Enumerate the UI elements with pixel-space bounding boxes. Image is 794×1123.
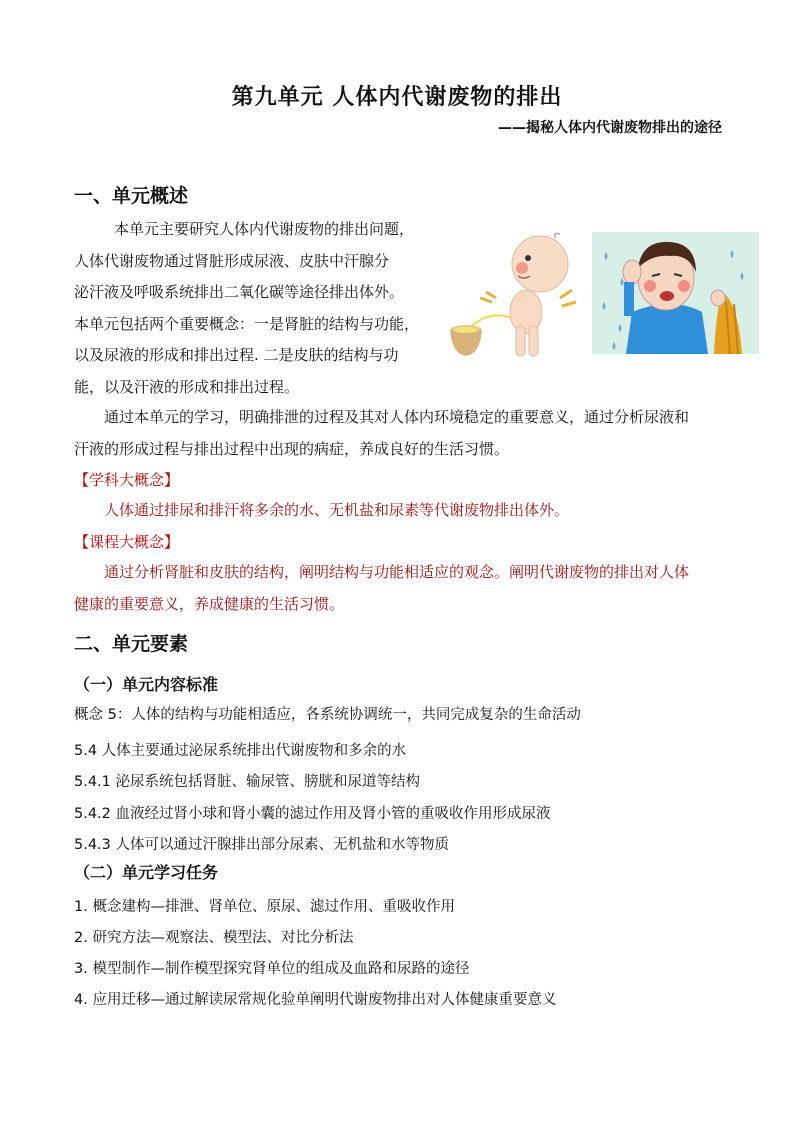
course-concept-line: 通过分析肾脏和皮肤的结构，阐明结构与功能相适应的观念。阐明代谢废物的排出对人体 bbox=[104, 563, 690, 581]
content-standard-item: 5.4.1 泌尿系统包括肾脏、输尿管、膀胱和尿道等结构 bbox=[74, 774, 421, 790]
content-standard-item: 概念 5：人体的结构与功能相适应，各系统协调统一，共同完成复杂的生命活动 bbox=[74, 707, 581, 723]
learning-task-item: 2. 研究方法—观察法、模型法、对比分析法 bbox=[74, 930, 354, 946]
subject-concept-text-block bbox=[74, 495, 569, 527]
subsection-heading-learning-tasks: （二）单元学习任务 bbox=[74, 863, 219, 882]
content-standard-item: 5.4 人体主要通过泌尿系统排出代谢废物和多余的水 bbox=[74, 743, 407, 759]
page-title: 第九单元 人体内代谢废物的排出 bbox=[231, 85, 563, 110]
intro-line: 本单元包括两个重要概念：一是肾脏的结构与功能， bbox=[74, 314, 420, 333]
section-heading-overview: 一、单元概述 bbox=[74, 185, 189, 207]
content-standard-item: 5.4.3 人体可以通过汗腺排出部分尿素、无机盐和水等物质 bbox=[74, 837, 450, 853]
learning-task-item: 3. 模型制作—制作模型探究肾单位的组成及血路和尿路的途径 bbox=[74, 961, 470, 977]
intro-line: 本单元主要研究人体内代谢废物的排出问题， bbox=[114, 220, 415, 238]
intro-line: 能，以及汗液的形成和排出过程。 bbox=[74, 377, 300, 396]
intro-line: 人体代谢废物通过肾脏形成尿液、皮肤中汗腺分 bbox=[74, 251, 390, 270]
page-subtitle: ——揭秘人体内代谢废物排出的途径 bbox=[498, 120, 722, 136]
study-purpose-paragraph bbox=[74, 402, 689, 465]
intro-line: 泌汗液及呼吸系统排出二氧化碳等途径排出体外。 bbox=[74, 283, 405, 301]
study-line: 汗液的形成过程与排出过程中出现的病症，养成良好的生活习惯。 bbox=[74, 439, 510, 458]
baby-urinating-illustration bbox=[440, 226, 580, 366]
intro-paragraph bbox=[74, 214, 419, 403]
content-standard-item: 5.4.2 血液经过肾小球和肾小囊的滤过作用及肾小管的重吸收作用形成尿液 bbox=[74, 806, 551, 822]
learning-task-item: 4. 应用迁移—通过解读尿常规化验单阐明代谢废物排出对人体健康重要意义 bbox=[74, 992, 557, 1008]
learning-task-item: 1. 概念建构—排泄、肾单位、原尿、滤过作用、重吸收作用 bbox=[74, 899, 455, 915]
intro-line: 以及尿液的形成和排出过程. 二是皮肤的结构与功 bbox=[74, 346, 399, 364]
section-heading-elements: 二、单元要素 bbox=[74, 633, 189, 655]
subject-concept-text: 人体通过排尿和排汗将多余的水、无机盐和尿素等代谢废物排出体外。 bbox=[104, 501, 570, 519]
course-concept-line: 健康的重要意义，养成健康的生活习惯。 bbox=[74, 594, 345, 613]
course-concept-text-block bbox=[74, 557, 689, 620]
study-line: 通过本单元的学习，明确排泄的过程及其对人体内环境稳定的重要意义，通过分析尿液和 bbox=[104, 408, 690, 426]
course-concept-label: 【课程大概念】 bbox=[74, 533, 180, 551]
subsection-heading-content-standard: （一）单元内容标准 bbox=[74, 675, 219, 694]
sweating-boy-illustration bbox=[592, 232, 759, 354]
subject-concept-label: 【学科大概念】 bbox=[74, 471, 180, 489]
